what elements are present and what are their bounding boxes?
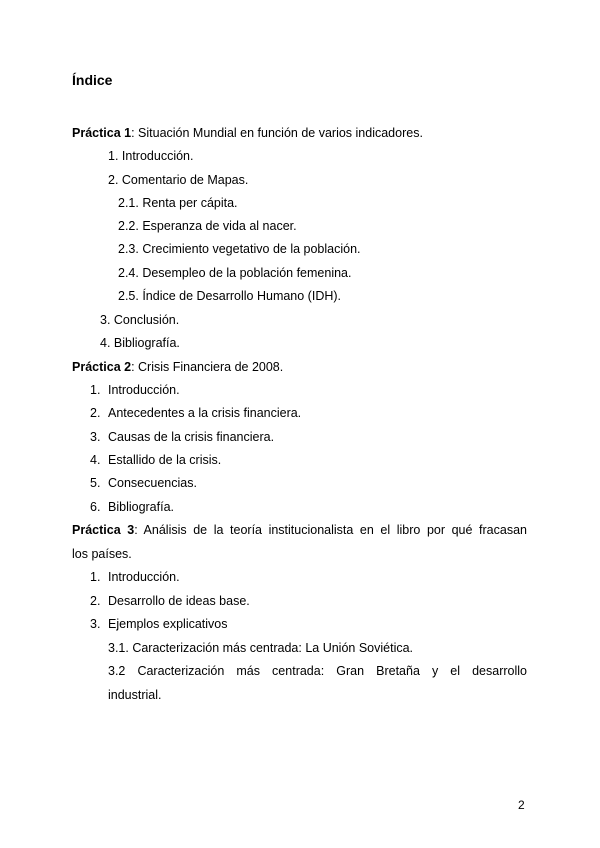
list-item: Introducción. bbox=[108, 383, 180, 397]
list-item: 2.1. Renta per cápita. bbox=[118, 196, 238, 210]
index-title: Índice bbox=[72, 72, 113, 88]
practica-3-label: Práctica 3 bbox=[72, 523, 135, 537]
list-item-number: 6. bbox=[90, 500, 101, 514]
list-item: Estallido de la crisis. bbox=[108, 453, 222, 467]
list-item: Antecedentes a la crisis financiera. bbox=[108, 406, 302, 420]
practica-2-heading bbox=[72, 359, 283, 375]
practica-2-label: Práctica 2 bbox=[72, 360, 132, 374]
list-item-number: 2. bbox=[90, 594, 101, 608]
list-item-number: 2. bbox=[90, 406, 101, 420]
page-number: 2 bbox=[518, 798, 525, 812]
list-item-number: 1. bbox=[90, 570, 101, 584]
practica-1-heading bbox=[72, 125, 423, 141]
list-item: 2. Comentario de Mapas. bbox=[108, 173, 249, 187]
list-item-number: 3. bbox=[90, 430, 101, 444]
list-item: 4. Bibliografía. bbox=[100, 336, 180, 350]
practica-2-title: : Crisis Financiera de 2008. bbox=[131, 360, 284, 374]
list-item-number: 1. bbox=[90, 383, 101, 397]
list-item: 2.2. Esperanza de vida al nacer. bbox=[118, 219, 297, 233]
practica-1-title: : Situación Mundial en función de varios indicadores. bbox=[131, 126, 423, 140]
list-subitem-continued: industrial. bbox=[108, 688, 162, 702]
practica-3-title: : Análisis de la teoría institucionalista en el libro por qué fracasan bbox=[134, 523, 527, 537]
list-item: 2.3. Crecimiento vegetativo de la población. bbox=[118, 242, 361, 256]
list-item-number: 5. bbox=[90, 476, 101, 490]
list-item: Causas de la crisis financiera. bbox=[108, 430, 275, 444]
list-item: 3. Conclusión. bbox=[100, 313, 180, 327]
list-subitem: 3.2 Caracterización más centrada: Gran Bretaña y el desarrollo bbox=[108, 664, 527, 678]
list-item: Introducción. bbox=[108, 570, 180, 584]
practica-3-heading bbox=[72, 522, 527, 538]
list-item: Desarrollo de ideas base. bbox=[108, 594, 250, 608]
list-item: Consecuencias. bbox=[108, 476, 197, 490]
list-item: 2.5. Índice de Desarrollo Humano (IDH). bbox=[118, 289, 342, 303]
list-item: Bibliografía. bbox=[108, 500, 175, 514]
list-subitem: 3.1. Caracterización más centrada: La Unión Soviética. bbox=[108, 641, 414, 655]
list-item: 1. Introducción. bbox=[108, 149, 194, 163]
list-item-number: 3. bbox=[90, 617, 101, 631]
practica-3-title-continued: los países. bbox=[72, 547, 132, 561]
practica-1-label: Práctica 1 bbox=[72, 126, 132, 140]
list-item: 2.4. Desempleo de la población femenina. bbox=[118, 266, 352, 280]
list-item: Ejemplos explicativos bbox=[108, 617, 228, 631]
list-item-number: 4. bbox=[90, 453, 101, 467]
